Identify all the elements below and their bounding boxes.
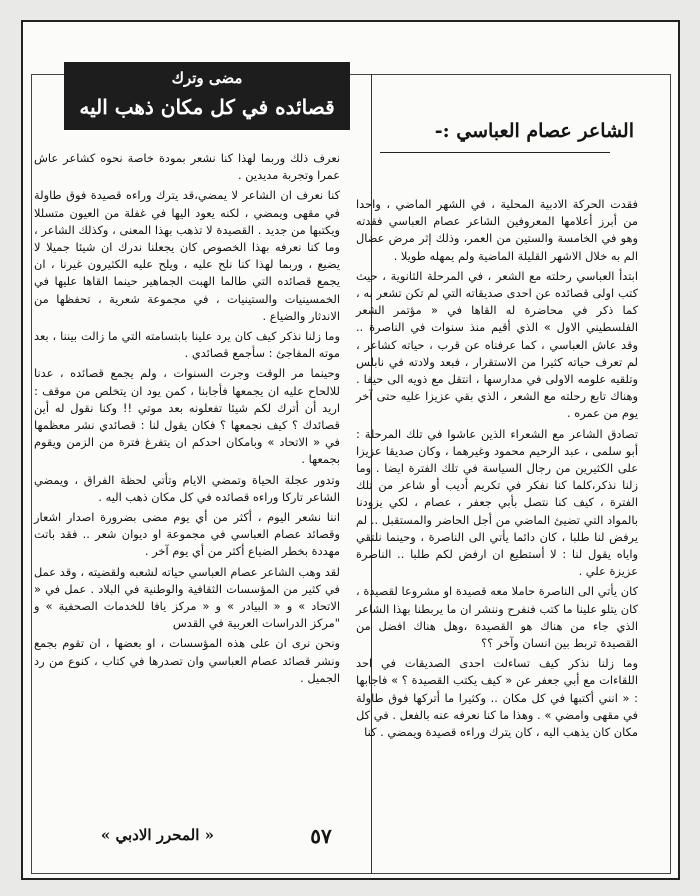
paragraph: كان يأتي الى الناصرة حاملا معه قصيدة او مشروعا لقصيدة ، كان يتلو علينا ما كتب فنفرح وننشر ان ما يربطنا بهذا الشاعر الذي جاء من هناك هو القصيدة ،وهل هناك افضل من القصيدة تربط بين انسان وآخر ؟؟ [356,584,638,651]
article-subtitle: مضى وترك [171,69,243,87]
paragraph: فقدت الحركة الادبية المحلية ، في الشهر الماضي ، واحدا من أبرز أعلامها المعروفين الشاعر عصام العباسي فقدته وهو في الخامسة والستين من العمر، وذلك إثر مرض عضال الم به خلال الاشهر القليلة الماضية ولم يمهله طويلا . [356,197,638,263]
editor-signature: « المحرر الادبي » [100,826,214,844]
paragraph: وحينما مر الوقت وجرت السنوات ، ولم يجمع قصائده ، عدنا للالحاح عليه ان يجمعها فأجابنا ، كمن يود ان يتخلص من موقف : اريد أن أترك لكم شيئا تفعلونه بعد موتي !! وكنا نقول له أين قصائدك ؟ كيف نجمعها ؟ فكان يقول لنا : قصائدي نشر معظمها في « الاتحاد » وبامكان احدكم ان يتفرغ فترة من الزمن ويقوم بجمعها . [34,366,340,467]
right-column [356,196,638,744]
paragraph: ونحن نرى ان على هذه المؤسسات ، او بعضها ، ان تقوم بجمع ونشر قصائد عصام العباسي وان تصدرها في كتاب ، كنوع من رد الجميل . [34,636,340,685]
left-column [34,150,340,690]
article-header-box [64,62,350,130]
poet-heading: الشاعر عصام العباسي :- [434,120,634,142]
paragraph: اننا نشعر اليوم ، أكثر من أي يوم مضى بضرورة اصدار اشعار وقصائد عصام العباسي في مجموعة او ديوان شعر .. فقد باتت مهددة بخطر الضياع أكثر من أي يوم آخر . [34,510,340,559]
paragraph: وتدور عجلة الحياة وتمضي الايام وتأتي لحظة الفراق ، ويمضي الشاعر تاركا وراءه قصائده في كل مكان ذهب اليه . [34,472,340,504]
page-number: ٥٧ [310,824,332,848]
paragraph: كنا نعرف ان الشاعر لا يمضي،قد يترك وراءه قصيدة فوق طاولة في مقهى ويمضي ، لكنه يعود اليها في غفلة من العيون متسللا ويكتبها من جديد . القصيدة لا تذهب بهذا المعنى ، وكذلك الشاعر ، وما كنا نعرفه بهذا الخصوص كان يجعلنا ندرك ان شيئا جميلا لا يضيع ، وربما لهذا كنا نلح عليه ، ويلح عليه الكثيرون غيرنا ، ان يجمع قصائده التي طالما الهبت الجماهير حينما القاها عليها في الخمسينيات والستينيات ، في مجموعة شعرية ، تحفظها من الاندثار والضياع . [34,188,340,323]
paragraph: لقد وهب الشاعر عصام العباسي حياته لشعبه ولقضيته ، وقد عمل في كثير من المؤسسات الثقافية والوطنية في البلاد . عمل في « الاتحاد » و « البيادر » و « مركز يافا للخدمات الصحفية » و "مركز الدراسات العربية في القدس [34,564,340,631]
paragraph: نعرف ذلك وربما لهذا كنا نشعر بمودة خاصة نحوه كشاعر عاش عمرا وتجربة مديدين . [34,151,340,183]
paragraph: ابتدأ العباسي رحلته مع الشعر ، في المرحلة الثانوية ، حيث كتب اولى قصائده عن احدى صديقاته التي لم تكن تشعر به ، كما ذكر في محاضرة له القاها في « مؤتمر الشعر الفلسطيني الاول » الذي أقيم منذ سنوات في الناصرة .. وقد عاش العباسي ، كما عرفناه عن قرب ، حياته كشاعر ، لم تعرف حياته كثيرا من الاستقرار ، فبعد ولادته في نابلس وتلقيه علومه الاولى في مدارسها ، انتقل مع ذويه الى حيفا . وهناك تابع رحلته مع الشعر ، الذي بقي عزيزا عليه حتى آخر يوم من عمره . [356,268,638,421]
paragraph: تصادق الشاعر مع الشعراء الذين عاشوا في تلك المرحلة : أبو سلمى ، عبد الرحيم محمود وغيرهما ، وكان صديقا عزيزا على الكثيرين من رجال السياسة في تلك الفترة ايضا . وما زلنا نذكر،كلما كنا نفكر في تكريم أديب أو شاعر من تلك الفترة ، كيف كنا نتصل بأبي جعفر ، عصام ، لكي يزودنا بالمواد التي تضيئ الماضي من أجل الحاضر والمستقبل .. لم يرفض لنا طلبا ، كان دائما يأتي الى الناصرة ، وحينما نلتقي واياه يقول لنا : لا أستطيع ان ارفض لكم طلبا .. الناصرة عزيزة علي . [356,426,638,579]
article-title: قصائده في كل مكان ذهب اليه [79,95,335,119]
heading-underline [380,152,610,153]
paragraph: وما زلنا نذكر كيف كان يرد علينا بابتسامته التي ما زالت بيننا ، بعد موته المفاجئ : سأجمع قصائدي . [34,329,340,361]
paragraph: وما زلنا نذكر كيف تساءلت احدى الصديقات في احد اللقاءات مع أبي جعفر عن « كيف يكتب القصيدة ؟ » فاجابها : « انني أكتبها في كل مكان .. وكثيرا ما أتركها فوق طاولة في مقهى وامضي » . وهذا ما كنا نعرفه عنه بالفعل . في كل مكان كان يذهب اليه ، كان يترك وراءه قصيدة ويمضي . كنا [356,656,638,740]
